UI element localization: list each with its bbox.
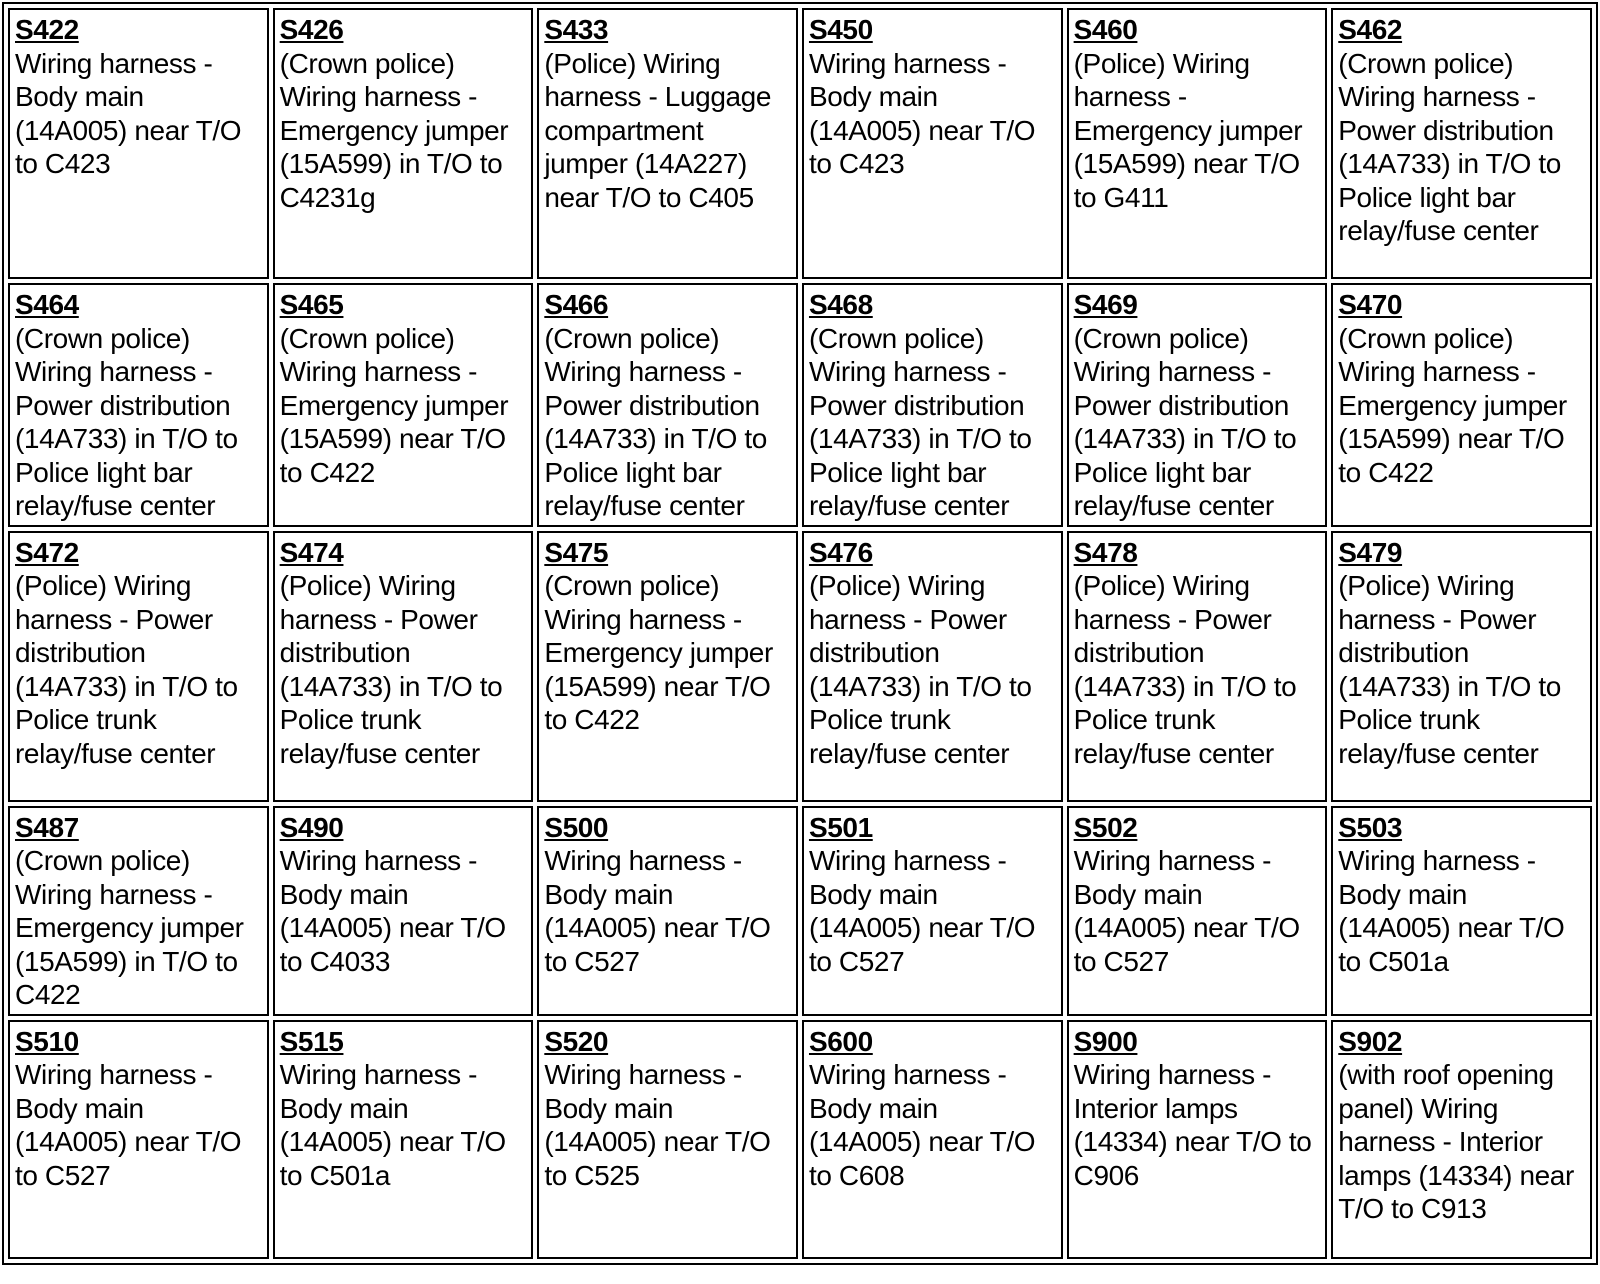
splice-id: S502 [1073, 811, 1138, 843]
splice-id: S466 [544, 289, 609, 320]
splice-cell [1067, 283, 1328, 527]
splice-description: (Crown police) Wiring harness - Emergency jumper (15A599) near T/O to C422 [279, 322, 509, 488]
splice-cell [802, 806, 1063, 1016]
splice-description: Wiring harness - Interior lamps (14334) near T/O to C906 [1073, 1059, 1312, 1191]
splice-description: (Crown police) Wiring harness - Emergency jumper (15A599) near T/O to C422 [1338, 322, 1567, 488]
splice-id: S464 [15, 289, 79, 320]
splice-id: S515 [279, 1025, 344, 1057]
splice-description: Wiring harness - Body main (14A005) near T/O to C527 [544, 845, 771, 977]
splice-cell [8, 531, 269, 802]
table-row [8, 531, 1592, 802]
splice-cell [802, 531, 1063, 802]
splice-id: S475 [544, 536, 609, 568]
splice-description: Wiring harness - Body main (14A005) near T/O to C501a [279, 1059, 506, 1191]
splice-description: Wiring harness - Body main (14A005) near T/O to C527 [15, 1059, 242, 1191]
splice-cell [537, 283, 798, 527]
splice-description: (Crown police) Wiring harness - Emergency jumper (15A599) near T/O to C422 [544, 570, 773, 735]
table-row [8, 283, 1592, 527]
table-row [8, 8, 1592, 279]
splice-id: S600 [808, 1025, 873, 1057]
splice-id: S490 [279, 811, 344, 843]
splice-id: S902 [1338, 1025, 1403, 1057]
splice-description: (Crown police) Wiring harness - Power distribution (14A733) in T/O to Police light bar relay/fuse center [1338, 47, 1561, 246]
splice-description: Wiring harness - Body main (14A005) near T/O to C527 [808, 845, 1036, 977]
splice-description: Wiring harness - Body main (14A005) near T/O to C608 [808, 1059, 1036, 1191]
splice-description: (Police) Wiring harness - Luggage compartment jumper (14A227) near T/O to C405 [544, 47, 772, 213]
splice-id: S426 [279, 14, 344, 45]
splice-id: S462 [1338, 14, 1403, 45]
splice-cell [1067, 531, 1328, 802]
splice-id: S501 [808, 811, 873, 843]
splice-description: (Police) Wiring harness - Power distribution (14A733) in T/O to Police trunk relay/fuse center [1073, 570, 1297, 769]
splice-id: S479 [1338, 536, 1403, 568]
splice-description: (Police) Wiring harness - Emergency jumper (15A599) near T/O to G411 [1073, 47, 1303, 213]
splice-cell [1331, 283, 1592, 527]
splice-location-table [2, 2, 1598, 1265]
splice-cell [537, 531, 798, 802]
splice-cell [1067, 1020, 1328, 1259]
splice-description: Wiring harness - Body main (14A005) near T/O to C527 [1073, 845, 1300, 977]
splice-id: S503 [1338, 811, 1403, 843]
splice-description: (Crown police) Wiring harness - Power distribution (14A733) in T/O to Police light bar relay/fuse center [15, 322, 238, 521]
splice-cell [802, 8, 1063, 279]
splice-cell [537, 8, 798, 279]
splice-id: S460 [1073, 14, 1138, 45]
table-row [8, 806, 1592, 1016]
splice-cell [8, 283, 269, 527]
table-row [8, 1020, 1592, 1259]
splice-cell [537, 1020, 798, 1259]
splice-id: S422 [15, 14, 79, 45]
splice-cell [1331, 1020, 1592, 1259]
splice-cell [1331, 531, 1592, 802]
splice-cell [1331, 8, 1592, 279]
splice-cell [273, 531, 534, 802]
splice-id: S476 [808, 536, 873, 568]
splice-id: S470 [1338, 289, 1403, 320]
splice-description: (Crown police) Wiring harness - Emergency jumper (15A599) in T/O to C422 [15, 845, 244, 1010]
splice-cell [273, 806, 534, 1016]
splice-id: S433 [544, 14, 609, 45]
splice-cell [273, 283, 534, 527]
splice-cell [1067, 806, 1328, 1016]
splice-id: S450 [808, 14, 873, 45]
splice-description: Wiring harness - Body main (14A005) near T/O to C423 [15, 47, 242, 179]
splice-id: S465 [279, 289, 344, 320]
splice-cell [273, 8, 534, 279]
splice-id: S510 [15, 1025, 79, 1057]
splice-description: Wiring harness - Body main (14A005) near T/O to C423 [808, 47, 1036, 179]
splice-id: S478 [1073, 536, 1138, 568]
splice-description: Wiring harness - Body main (14A005) near T/O to C4033 [279, 845, 506, 977]
splice-description: (Crown police) Wiring harness - Emergency jumper (15A599) in T/O to C4231g [279, 47, 509, 213]
splice-id: S500 [544, 811, 609, 843]
splice-description: Wiring harness - Body main (14A005) near T/O to C525 [544, 1059, 771, 1191]
splice-id: S474 [279, 536, 344, 568]
splice-cell [8, 8, 269, 279]
splice-description: (Crown police) Wiring harness - Power distribution (14A733) in T/O to Police light bar relay/fuse center [808, 322, 1032, 521]
splice-description: (Crown police) Wiring harness - Power distribution (14A733) in T/O to Police light bar relay/fuse center [1073, 322, 1297, 521]
splice-cell [537, 806, 798, 1016]
splice-description: (Police) Wiring harness - Power distribution (14A733) in T/O to Police trunk relay/fuse center [15, 570, 238, 769]
splice-cell [273, 1020, 534, 1259]
splice-description: (Police) Wiring harness - Power distribution (14A733) in T/O to Police trunk relay/fuse center [1338, 570, 1561, 769]
splice-cell [802, 1020, 1063, 1259]
splice-cell [8, 1020, 269, 1259]
splice-description: (with roof opening panel) Wiring harness - Interior lamps (14334) near T/O to C913 [1338, 1059, 1574, 1224]
splice-id: S487 [15, 811, 79, 843]
splice-cell [1067, 8, 1328, 279]
splice-id: S468 [808, 289, 873, 320]
splice-description: (Police) Wiring harness - Power distribution (14A733) in T/O to Police trunk relay/fuse center [279, 570, 503, 769]
splice-description: Wiring harness - Body main (14A005) near T/O to C501a [1338, 845, 1565, 977]
splice-id: S520 [544, 1025, 609, 1057]
splice-cell [8, 806, 269, 1016]
splice-cell [1331, 806, 1592, 1016]
splice-id: S469 [1073, 289, 1138, 320]
splice-cell [802, 283, 1063, 527]
splice-description: (Crown police) Wiring harness - Power distribution (14A733) in T/O to Police light bar relay/fuse center [544, 322, 767, 521]
splice-id: S900 [1073, 1025, 1138, 1057]
splice-id: S472 [15, 536, 79, 568]
splice-description: (Police) Wiring harness - Power distribution (14A733) in T/O to Police trunk relay/fuse center [808, 570, 1032, 769]
